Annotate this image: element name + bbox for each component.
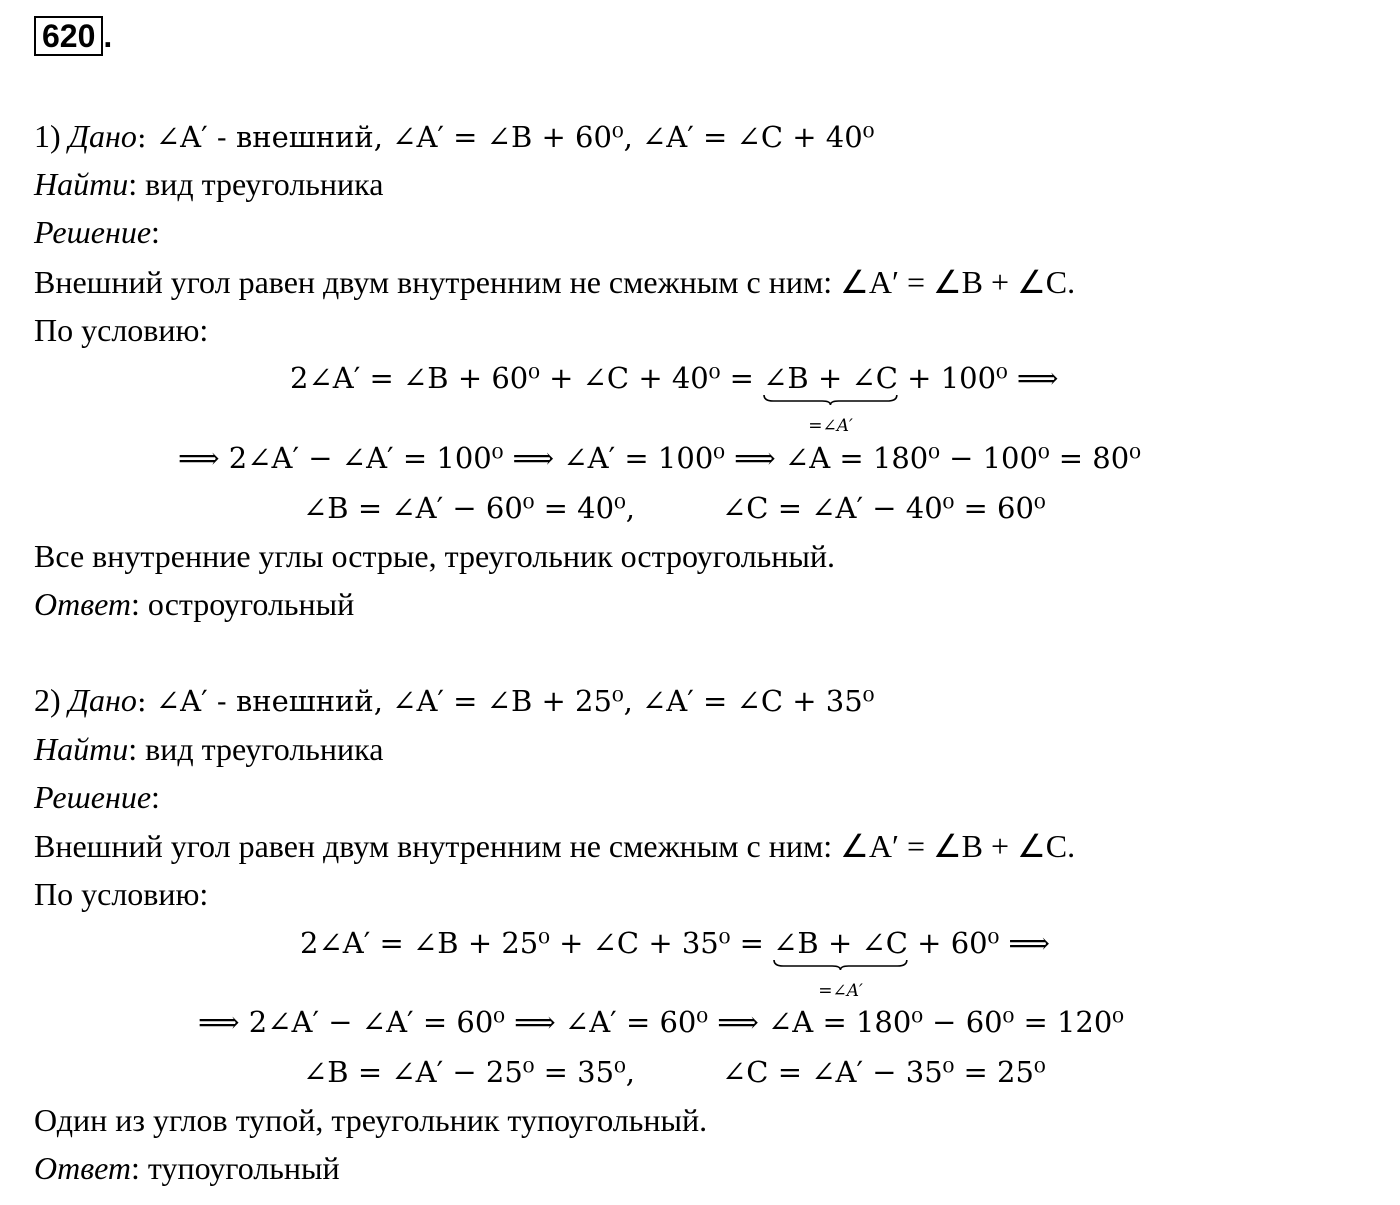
part1-eq1 xyxy=(290,358,1059,436)
part2-answer-line xyxy=(34,1148,340,1188)
part1-eq2-text: ⟹ 2∠A′ − ∠A′ = 100⁰ ⟹ ∠A′ = 100⁰ ⟹ ∠A = 180⁰ − 100⁰ = 80⁰ xyxy=(178,441,1141,475)
part2-fact-line xyxy=(34,826,1075,866)
part1-label: 1) xyxy=(34,118,61,154)
part2-given-line xyxy=(34,680,874,721)
part2-answer: : тупоугольный xyxy=(131,1150,340,1186)
part1-given-line xyxy=(34,116,874,157)
part2-by-condition: По условию: xyxy=(34,876,209,912)
part2-conclusion: Один из углов тупой, треугольник тупоугольный. xyxy=(34,1102,708,1138)
part1-eq1-right: + 100⁰ ⟹ xyxy=(907,361,1059,395)
part1-answer: : остроугольный xyxy=(131,586,355,622)
part2-label: 2) xyxy=(34,682,61,718)
part2-fact: Внешний угол равен двум внутренним не смежным с ним: ∠A′ = ∠B + ∠C. xyxy=(34,828,1076,864)
task-number-box: 620 xyxy=(34,16,103,56)
part1-eq1-brace-group xyxy=(763,358,898,436)
part2-find-word: Найти xyxy=(34,731,129,767)
part2-eq1-brace-group xyxy=(773,923,908,1001)
part1-solution-line xyxy=(34,212,160,252)
part1-solution-word: Решение xyxy=(34,214,152,250)
part2-eq1-under: =∠A′ xyxy=(818,981,863,1001)
part2-eq1-brace-text: ∠B + ∠C xyxy=(773,926,908,960)
part2-eq1-right: + 60⁰ ⟹ xyxy=(917,926,1051,960)
part2-solution-colon: : xyxy=(151,779,160,815)
part1-eq1-under: =∠A′ xyxy=(808,416,853,436)
part2-eq2-text: ⟹ 2∠A′ − ∠A′ = 60⁰ ⟹ ∠A′ = 60⁰ ⟹ ∠A = 180⁰ − 60⁰ = 120⁰ xyxy=(198,1005,1124,1039)
part1-conclusion-line xyxy=(34,536,835,576)
part2-solution-line xyxy=(34,777,160,817)
task-number-dot: . xyxy=(103,18,113,54)
part1-given-word: Дано xyxy=(68,118,137,154)
part2-given-word: Дано xyxy=(68,682,137,718)
part2-answer-word: Ответ xyxy=(34,1150,131,1186)
part2-given-text: : ∠A′ - внешний, ∠A′ = ∠B + 25⁰, ∠A′ = ∠C + 35⁰ xyxy=(136,684,875,718)
part1-eq3b-text: ∠C = ∠A′ − 40⁰ = 60⁰ xyxy=(722,491,1046,525)
part2-find-line xyxy=(34,729,383,769)
part1-condition-line xyxy=(34,310,208,350)
part2-eq3a-text: ∠B = ∠A′ − 25⁰ = 35⁰, xyxy=(303,1055,635,1089)
part1-solution-colon: : xyxy=(151,214,160,250)
part1-fact: Внешний угол равен двум внутренним не смежным с ним: ∠A′ = ∠B + ∠C. xyxy=(34,264,1076,300)
part2-eq3b-text: ∠C = ∠A′ − 35⁰ = 25⁰ xyxy=(722,1055,1046,1089)
part2-eq1 xyxy=(300,923,1051,1001)
part2-find-text: : вид треугольника xyxy=(128,731,384,767)
part1-fact-line xyxy=(34,262,1075,302)
part1-answer-line xyxy=(34,584,354,624)
task-number xyxy=(34,16,112,56)
part1-eq3b xyxy=(722,488,1046,528)
part2-condition-line xyxy=(34,874,208,914)
part1-eq1-left: 2∠A′ = ∠B + 60⁰ + ∠C + 40⁰ = xyxy=(290,361,754,395)
part1-find-line xyxy=(34,164,383,204)
part2-eq1-left: 2∠A′ = ∠B + 25⁰ + ∠C + 35⁰ = xyxy=(300,926,764,960)
part1-eq2 xyxy=(178,438,1141,478)
part1-given-text: : ∠A′ - внешний, ∠A′ = ∠B + 60⁰, ∠A′ = ∠C + 40⁰ xyxy=(136,120,875,154)
part1-find-word: Найти xyxy=(34,166,129,202)
part2-solution-word: Решение xyxy=(34,779,152,815)
part2-eq3b xyxy=(722,1052,1046,1092)
part1-answer-word: Ответ xyxy=(34,586,131,622)
part1-conclusion: Все внутренние углы острые, треугольник остроугольный. xyxy=(34,538,835,574)
part1-by-condition: По условию: xyxy=(34,312,209,348)
part1-eq1-brace-text: ∠B + ∠C xyxy=(763,361,898,395)
part2-eq2 xyxy=(198,1002,1124,1042)
part2-underbrace xyxy=(773,959,908,971)
part2-eq3a xyxy=(303,1052,635,1092)
part2-conclusion-line xyxy=(34,1100,707,1140)
part1-eq3a xyxy=(303,488,635,528)
part1-eq3a-text: ∠B = ∠A′ − 60⁰ = 40⁰, xyxy=(303,491,635,525)
part1-underbrace xyxy=(763,394,898,406)
part1-find-text: : вид треугольника xyxy=(128,166,384,202)
